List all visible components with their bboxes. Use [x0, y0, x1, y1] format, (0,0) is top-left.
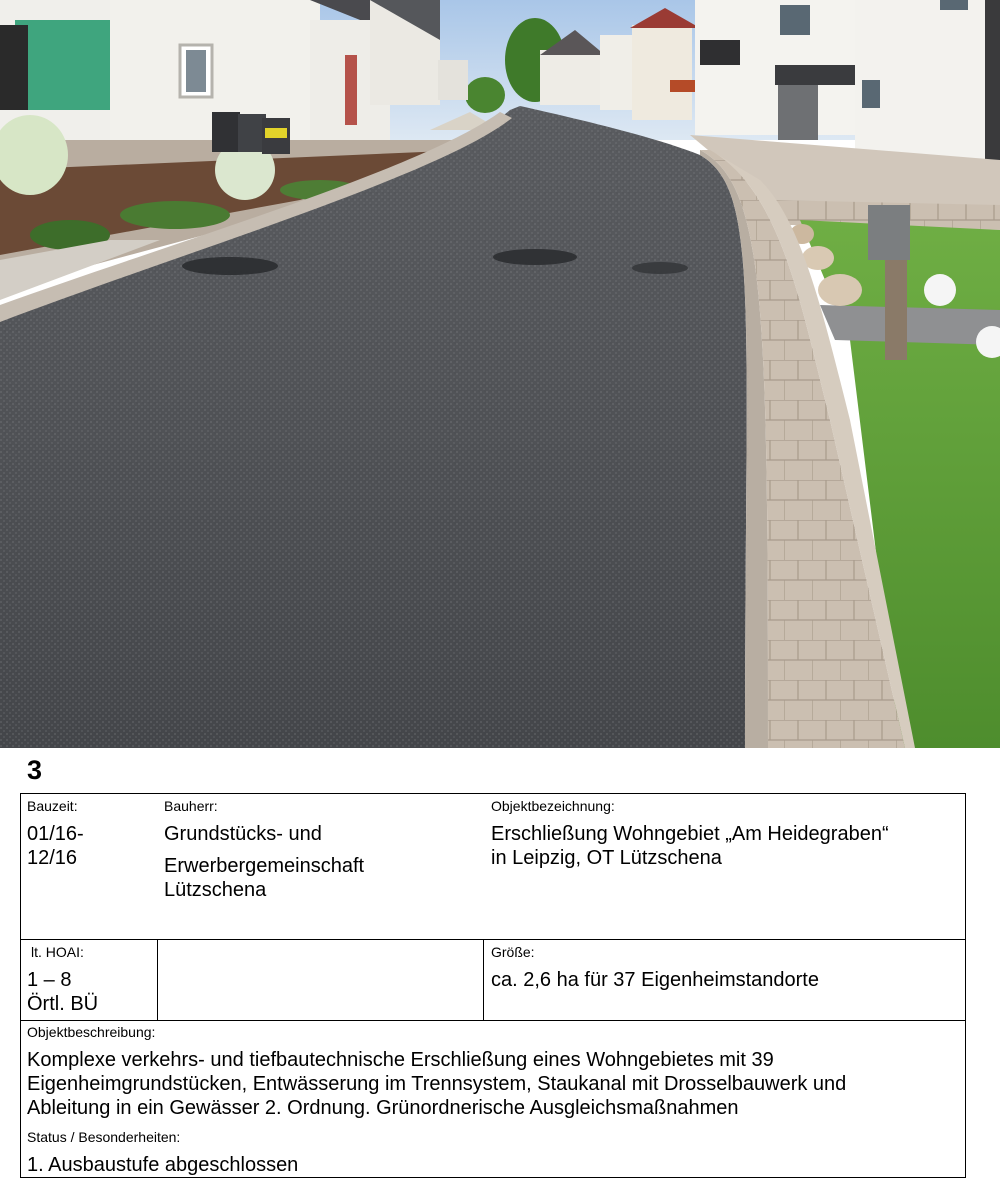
bauzeit-value-line: 12/16	[27, 847, 78, 869]
groesse-value: ca. 2,6 ha für 37 Eigenheimstandorte	[491, 969, 819, 991]
divider-row-1	[21, 939, 965, 940]
objektbezeichnung-label: Objektbezeichnung:	[491, 798, 615, 814]
hoai-label: lt. HOAI:	[31, 944, 84, 960]
objektbeschreibung-label: Objektbeschreibung:	[27, 1024, 156, 1040]
hoai-value	[27, 968, 98, 1016]
bauherr-label: Bauherr:	[164, 798, 218, 814]
divider-col-groesse	[483, 939, 484, 1020]
objektbeschreibung-line: Ableitung in ein Gewässer 2. Ordnung. Grünordnerische Ausgleichsmaßnahmen	[27, 1097, 739, 1119]
objektbezeichnung-value	[491, 822, 889, 870]
objektbezeichnung-value-line: in Leipzig, OT Lützschena	[491, 847, 722, 869]
bauherr-value-line: Grundstücks- und	[164, 823, 322, 845]
bauzeit-value	[27, 822, 84, 870]
divider-row-2	[21, 1020, 965, 1021]
bauzeit-value-line: 01/16-	[27, 823, 84, 845]
bauherr-value	[164, 822, 364, 902]
objektbeschreibung-line: Komplexe verkehrs- und tiefbautechnische Erschließung eines Wohngebietes mit 39	[27, 1049, 774, 1071]
hoai-value-line: Örtl. BÜ	[27, 993, 99, 1015]
objektbeschreibung-line: Eigenheimgrundstücken, Entwässerung im Trennsystem, Staukanal mit Drosselbauwerk und	[27, 1073, 847, 1095]
bauherr-value-line: Lützschena	[164, 879, 267, 901]
bauzeit-label: Bauzeit:	[27, 798, 78, 814]
groesse-label: Größe:	[491, 944, 535, 960]
bauherr-value-line: Erwerbergemeinschaft	[164, 855, 365, 877]
divider-col-hoai	[157, 939, 158, 1020]
status-value: 1. Ausbaustufe abgeschlossen	[27, 1154, 299, 1176]
objektbeschreibung-value	[27, 1048, 846, 1120]
project-number: 3	[27, 755, 43, 785]
project-data-sheet	[20, 793, 966, 1178]
hoai-value-line: 1 – 8	[27, 969, 72, 991]
status-label: Status / Besonderheiten:	[27, 1129, 181, 1145]
objektbezeichnung-value-line: Erschließung Wohngebiet „Am Heidegraben“	[491, 823, 889, 845]
